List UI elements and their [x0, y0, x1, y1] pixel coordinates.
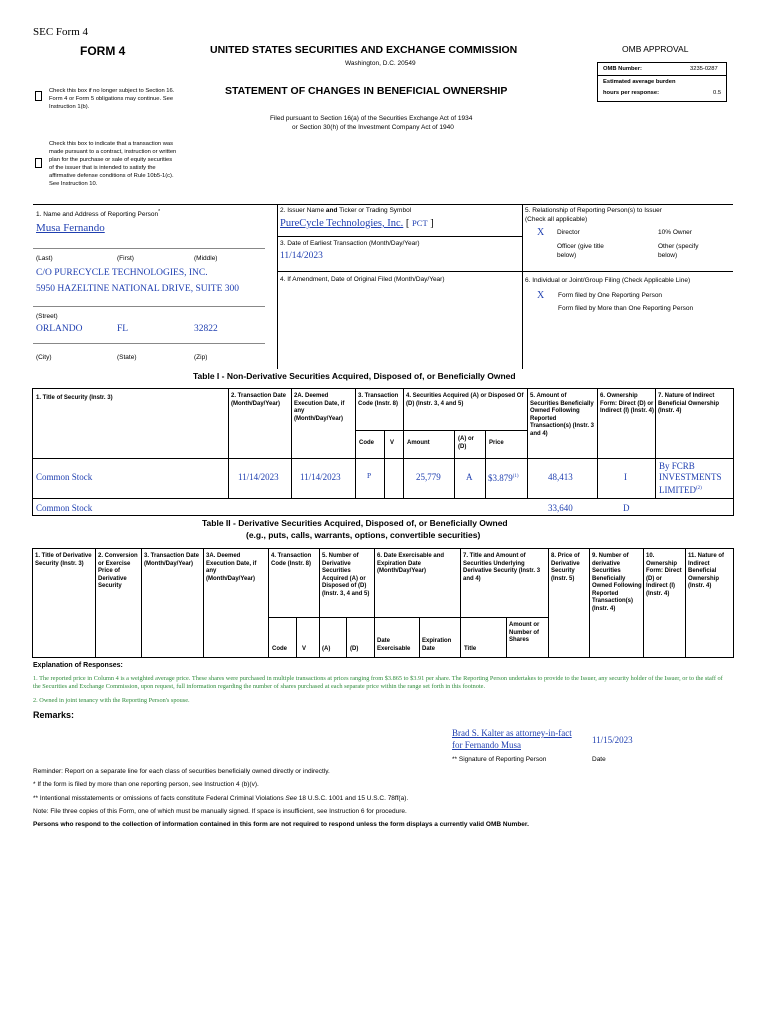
- t2-a: (A): [322, 646, 331, 652]
- issuer-label-pre: 2. Issuer Name: [280, 207, 326, 214]
- filed-pursuant-line2: or Section 30(h) of the Investment Company Act of 1940: [292, 124, 454, 131]
- filing-label: 6. Individual or Joint/Group Filing (Check Applicable Line): [525, 277, 691, 284]
- section-divider-2: [522, 204, 523, 369]
- issuer-name-line: [280, 218, 434, 229]
- officer-label: Officer (give title below): [557, 243, 604, 259]
- table1-title: Table I - Non-Derivative Securities Acquired, Disposed of, or Beneficially Owned: [193, 371, 516, 381]
- other-label: Other (specify below): [658, 243, 699, 259]
- omb-number-label: OMB Number:: [603, 66, 642, 72]
- zip-label: (Zip): [194, 354, 208, 361]
- section-rule: [277, 271, 522, 272]
- issuer-ticker[interactable]: PCT: [412, 218, 428, 228]
- t2-h4: 4. Transaction Code (Instr. 8): [271, 553, 312, 567]
- t1-a-or-d: (A) or (D): [458, 436, 474, 450]
- section-divider-1: [277, 204, 278, 369]
- t1-code: Code: [359, 440, 374, 446]
- issuer-label: [280, 207, 411, 214]
- amendment-label: 4. If Amendment, Date of Original Filed (Month/Day/Year): [280, 276, 445, 283]
- table2-col: [685, 548, 686, 658]
- city-value: ORLANDO: [36, 324, 83, 334]
- state-value: FL: [117, 324, 129, 334]
- t1-row1-a-or-d: A: [466, 472, 473, 482]
- omb-title: OMB APPROVAL: [622, 44, 689, 54]
- t2-h5: 5. Number of Derivative Securities Acquired (A) or Disposed of (D) (Instr. 3, 4 and 5): [322, 553, 370, 597]
- t2-h1: 1. Title of Derivative Security (Instr. 3): [35, 553, 92, 567]
- t1-row1-nature: [659, 461, 733, 496]
- section-top-rule: [33, 204, 733, 205]
- t1-h2a: 2A. Deemed Execution Date, if any (Month/Day/Year): [294, 393, 345, 422]
- table1-rule: [32, 458, 734, 459]
- t1-row1-nature-footnote: (2): [696, 486, 702, 491]
- table1-col: [454, 430, 455, 498]
- state-label: (State): [117, 354, 137, 361]
- footer-note-2: [33, 795, 408, 802]
- signature-date-label: Date: [592, 756, 606, 763]
- footer-note-2-post: 18 U.S.C. 1001 and 15 U.S.C. 78ff(a).: [297, 795, 409, 802]
- issuer-label-and: and: [325, 207, 338, 214]
- statement-title: STATEMENT OF CHANGES IN BENEFICIAL OWNERSHIP: [225, 85, 508, 97]
- t1-h7: 7. Nature of Indirect Beneficial Ownership (Instr. 4): [658, 393, 720, 414]
- name-underline: [33, 248, 265, 249]
- earliest-transaction-label: 3. Date of Earliest Transaction (Month/Day/Year): [280, 240, 420, 247]
- sec-form-label: SEC Form 4: [33, 26, 89, 38]
- ten-percent-owner-label: 10% Owner: [658, 229, 692, 236]
- t2-d: (D): [350, 646, 359, 652]
- omb-burden-label: Estimated average burden: [603, 79, 676, 85]
- t2-h3: 3. Transaction Date (Month/Day/Year): [144, 553, 200, 567]
- table1-col: [527, 388, 528, 498]
- table2-col: [460, 548, 461, 658]
- t1-row1-deemed: 11/14/2023: [300, 472, 341, 482]
- form-title: FORM 4: [80, 44, 126, 58]
- t1-h4: 4. Securities Acquired (A) or Disposed Of (D) (Instr. 3, 4 and 5): [406, 393, 524, 407]
- table1-col: [291, 388, 292, 498]
- filing-mark[interactable]: X: [537, 290, 545, 301]
- signature-name-line1[interactable]: Brad S. Kalter as attorney-in-fact: [452, 728, 572, 738]
- t1-row2-form: D: [623, 503, 630, 513]
- table2-rule: [268, 617, 548, 618]
- rule10b5-check-text: Check this box to indicate that a transaction was made pursuant to a contract, instruction or written plan for the purchase or sale of equity securities of the issuer that is intended to satisfy the affirmative defense conditions of Rule 10b5-1(c). See Instruction 10.: [49, 141, 177, 187]
- t1-row2-title: Common Stock: [36, 503, 93, 513]
- t2-amount-shares: Amount or Number of Shares: [509, 622, 540, 643]
- explanation-title: Explanation of Responses:: [33, 662, 123, 669]
- omb-hours-value: 0.5: [713, 90, 722, 96]
- footer-note-1: * If the form is filed by more than one reporting person, see Instruction 4 (b)(v).: [33, 781, 259, 788]
- table1-col: [485, 430, 486, 498]
- t2-h6: 6. Date Exercisable and Expiration Date (Month/Day/Year): [377, 553, 445, 574]
- t1-price: Price: [489, 440, 504, 446]
- t2-h11: 11. Nature of Indirect Beneficial Ownership (Instr. 4): [688, 553, 725, 589]
- t1-row1-title: Common Stock: [36, 472, 93, 482]
- director-mark[interactable]: X: [537, 227, 545, 238]
- footer-note-4: Persons who respond to the collection of information contained in this form are not required to respond unless the form displays a currently valid OMB Number.: [33, 821, 529, 828]
- reporting-person-asterisk: *: [158, 209, 161, 215]
- section16-checkbox[interactable]: [35, 91, 42, 101]
- omb-number-value: 3235-0287: [690, 66, 718, 72]
- t2-v: V: [302, 646, 307, 652]
- address-underline: [33, 306, 265, 307]
- last-label: (Last): [36, 255, 53, 262]
- t1-row1-amount: 25,779: [416, 472, 441, 482]
- table2-col: [346, 617, 347, 658]
- t2-h7: 7. Title and Amount of Securities Underlying Derivative Security (Instr. 3 and 4): [463, 553, 541, 582]
- signature-name-line2[interactable]: for Fernando Musa: [452, 740, 521, 750]
- table2-col: [548, 548, 549, 658]
- footnote-1: 1. The reported price in Column 4 is a weighted average price. These shares were purchased in multiple transactions at prices ranging from $3.865 to $3.91 per share. The Reporting Person undertakes to provide to the Issuer, any security holder of the Issuer, or to the staff of the Securities and Exchange Commission, upon request, full information regarding the number of shares purchased at each separate price within the range set forth in this footnote.: [33, 675, 723, 690]
- table2-subtitle: (e.g., puts, calls, warrants, options, convertible securities): [246, 530, 481, 540]
- relationship-label: 5. Relationship of Reporting Person(s) to Issuer: [525, 207, 662, 214]
- filing-more-persons: Form filed by More than One Reporting Person: [558, 305, 694, 312]
- t1-row1-nature-text: By FCRB INVESTMENTS LIMITED: [659, 461, 722, 495]
- reporting-person-name[interactable]: Musa Fernando: [36, 222, 105, 234]
- t2-h2: 2. Conversion or Exercise Price of Derivative Security: [98, 553, 138, 589]
- t2-h3a: 3A. Deemed Execution Date, if any (Month/Day/Year): [206, 553, 257, 582]
- middle-label: (Middle): [194, 255, 218, 262]
- table1-col: [355, 388, 356, 498]
- t1-h5: 5. Amount of Securities Beneficially Owned Following Reported Transaction(s) (Instr. 3 and 4): [530, 393, 595, 437]
- filed-pursuant-line1: Filed pursuant to Section 16(a) of the Securities Exchange Act of 1934: [270, 115, 473, 122]
- reporting-person-label-text: 1. Name and Address of Reporting Person: [36, 211, 159, 219]
- table1-rule: [32, 498, 734, 499]
- table2-title: Table II - Derivative Securities Acquired, Disposed of, or Beneficially Owned: [202, 518, 508, 528]
- remarks-title: Remarks:: [33, 710, 75, 720]
- table2-col: [374, 548, 375, 658]
- table1-col: [228, 388, 229, 498]
- t1-h3: 3. Transaction Code (Instr. 8): [358, 393, 399, 407]
- table2-col: [319, 548, 320, 658]
- agency-location: Washington, D.C. 20549: [345, 60, 416, 67]
- ticker-open: [: [405, 218, 413, 229]
- reminder-note: Reminder: Report on a separate line for each class of securities beneficially owned directly or indirectly.: [33, 768, 330, 775]
- t2-title: Title: [464, 646, 477, 652]
- address-line2: 5950 HAZELTINE NATIONAL DRIVE, SUITE 300: [36, 284, 239, 294]
- section-rule: [522, 271, 733, 272]
- t1-h6: 6. Ownership Form: Direct (D) or Indirect (I) (Instr. 4): [600, 393, 655, 414]
- t2-code: Code: [272, 646, 287, 652]
- section16-check-text: Check this box if no longer subject to Section 16. Form 4 or Form 5 obligations may continue. See Instruction 1(b).: [49, 88, 175, 110]
- ticker-close: ]: [427, 218, 434, 229]
- table1-col: [655, 388, 656, 498]
- t1-row1-form: I: [624, 472, 627, 482]
- street-label: (Street): [36, 313, 58, 320]
- signature-label: ** Signature of Reporting Person: [452, 756, 547, 763]
- table2-col: [95, 548, 96, 658]
- table2-col: [268, 548, 269, 658]
- t2-h10: 10. Ownership Form: Direct (D) or Indirect (I) (Instr. 4): [646, 553, 682, 597]
- address-line1: C/O PURECYCLE TECHNOLOGIES, INC.: [36, 268, 208, 278]
- table1-col: [403, 388, 404, 498]
- table2-col: [643, 548, 644, 658]
- reporting-person-label: [36, 209, 160, 218]
- table1-col: [384, 430, 385, 498]
- t1-row2-owned: 33,640: [548, 503, 573, 513]
- t1-row1-price-value: $3.879: [488, 473, 513, 483]
- earliest-transaction-date: 11/14/2023: [280, 251, 323, 261]
- t2-h8: 8. Price of Derivative Security (Instr. 5): [551, 553, 580, 582]
- table2-col: [296, 617, 297, 658]
- t1-row1-price: [488, 473, 519, 482]
- table1-rule: [355, 430, 527, 431]
- footer-note-3: Note: File three copies of this Form, one of which must be manually signed. If space is insufficient, see Instruction 6 for procedure.: [33, 808, 407, 815]
- first-label: (First): [117, 255, 134, 262]
- table2-col: [589, 548, 590, 658]
- agency-title: UNITED STATES SECURITIES AND EXCHANGE COMMISSION: [210, 44, 518, 56]
- table1-col: [597, 388, 598, 498]
- zip-value: 32822: [194, 324, 218, 334]
- signature-date: 11/15/2023: [592, 735, 633, 745]
- footnote-2: 2. Owned in joint tenancy with the Reporting Person's spouse.: [33, 697, 190, 704]
- t1-h2: 2. Transaction Date (Month/Day/Year): [231, 393, 287, 407]
- issuer-name[interactable]: PureCycle Technologies, Inc.: [280, 218, 404, 229]
- t1-row1-owned: 48,413: [548, 472, 573, 482]
- omb-hours-label: hours per response:: [603, 90, 660, 96]
- t2-expiration-date: Expiration Date: [422, 638, 452, 652]
- table2-col: [506, 617, 507, 658]
- section-rule: [277, 236, 522, 237]
- t1-row1-price-footnote: (1): [512, 474, 519, 479]
- director-label: Director: [557, 229, 580, 236]
- t2-date-exercisable: Date Exercisable: [377, 638, 411, 652]
- t1-row1-code: P: [367, 471, 372, 480]
- table2-col: [419, 617, 420, 658]
- rule10b5-checkbox[interactable]: [35, 158, 42, 168]
- filing-one-person: Form filed by One Reporting Person: [558, 292, 663, 299]
- t1-amount: Amount: [407, 440, 430, 446]
- city-underline: [33, 343, 265, 344]
- t1-h1: 1. Title of Security (Instr. 3): [36, 395, 113, 401]
- t1-row1-date: 11/14/2023: [238, 472, 279, 482]
- table2-col: [203, 548, 204, 658]
- footer-note-2-see: See: [285, 795, 297, 802]
- table2-col: [141, 548, 142, 658]
- relationship-sublabel: (Check all applicable): [525, 216, 588, 223]
- t1-v: V: [390, 440, 395, 446]
- omb-divider: [597, 75, 727, 76]
- issuer-label-post: Ticker or Trading Symbol: [337, 207, 412, 214]
- city-label: (City): [36, 354, 52, 361]
- footer-note-2-pre: ** Intentional misstatements or omissions of facts constitute Federal Criminal Violations: [33, 795, 286, 802]
- t2-h9: 9. Number of derivative Securities Beneficially Owned Following Reported Transaction(s) (Instr. 4): [592, 553, 642, 612]
